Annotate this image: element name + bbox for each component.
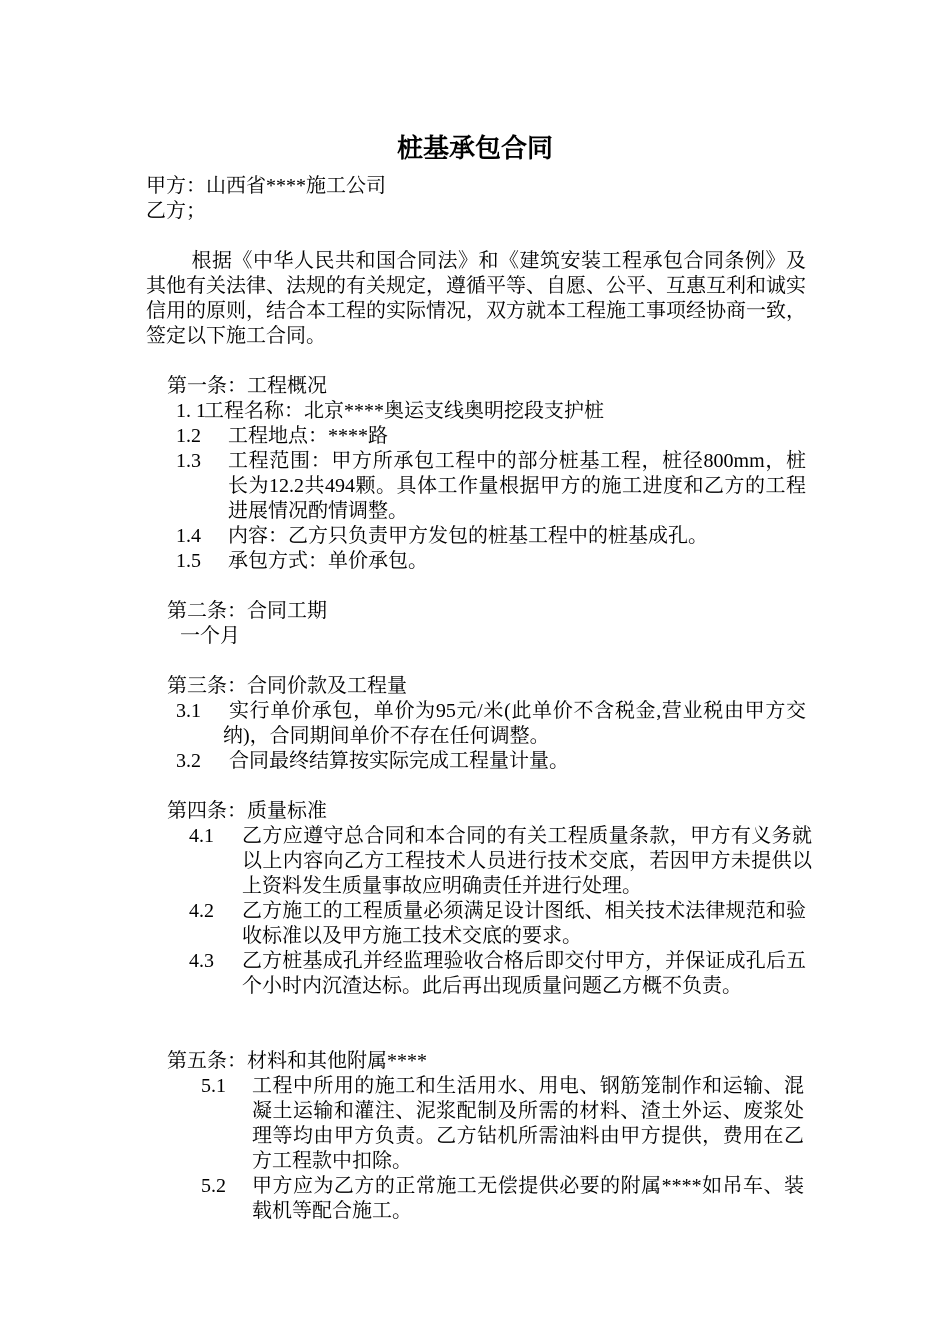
item-number: 1.5 [176,550,201,572]
item-text: 工程名称：北京****奥运支线奥明挖段支护桩 [204,400,604,422]
item-number: 5.1 [201,1075,226,1097]
party-b: 乙方； [146,200,206,222]
item-number: 4.2 [189,900,214,922]
item-text: 乙方应遵守总合同和本合同的有关工程质量条款，甲方有义务就以上内容向乙方工程技术人员进行技术交底，若因甲方未提供以上资料发生质量事故应明确责任并进行处理。 [242,825,812,897]
article4-heading: 第四条：质量标准 [167,800,327,822]
item-number: 1.2 [176,425,201,447]
intro-paragraph [146,249,806,349]
item-number: 5.2 [201,1175,226,1197]
item-text: 内容：乙方只负责甲方发包的桩基工程中的桩基成孔。 [228,525,708,547]
article2-content: 一个月 [180,625,240,647]
article3-heading: 第三条：合同价款及工程量 [167,675,407,697]
item-text: 甲方应为乙方的正常施工无偿提供必要的附属****如吊车、装载机等配合施工。 [252,1175,804,1222]
item-number: 1.3 [176,450,201,472]
item-text: 工程中所用的施工和生活用水、用电、钢筋笼制作和运输、混凝土运输和灌注、泥浆配制及所需的材料、渣土外运、废浆处理等均由甲方负责。乙方钻机所需油料由甲方提供，费用在乙方工程款中扣除。 [252,1075,804,1172]
item-number: 3.1 [176,700,201,722]
item-number: 4.3 [189,950,214,972]
article2-heading: 第二条：合同工期 [167,600,327,622]
intro-text: 根据《中华人民共和国合同法》和《建筑安装工程承包合同条例》及其他有关法律、法规的有关规定，遵循平等、自愿、公平、互惠互利和诚实信用的原则，结合本工程的实际情况，双方就本工程施工事项经协商一致，签定以下施工合同。 [146,250,806,347]
item-number: 4.1 [189,825,214,847]
item-text: 合同最终结算按实际完成工程量计量。 [229,750,569,772]
item-text: 乙方桩基成孔并经监理验收合格后即交付甲方，并保证成孔后五个小时内沉渣达标。此后再出现质量问题乙方概不负责。 [242,950,806,997]
article5-heading: 第五条：材料和其他附属**** [167,1050,427,1072]
party-a: 甲方：山西省****施工公司 [146,175,386,197]
article1-heading: 第一条：工程概况 [167,375,327,397]
item-number: 3.2 [176,750,201,772]
item-text: 实行单价承包，单价为95元/米(此单价不含税金,营业税由甲方交纳)，合同期间单价不存在任何调整。 [223,700,806,747]
item-text: 乙方施工的工程质量必须满足设计图纸、相关技术法律规范和验收标准以及甲方施工技术交底的要求。 [242,900,806,947]
item-text: 工程范围：甲方所承包工程中的部分桩基工程，桩径800mm，桩长为12.2共494颗。具体工作量根据甲方的施工进度和乙方的工程进展情况酌情调整。 [228,450,806,522]
item-text: 承包方式：单价承包。 [228,550,428,572]
item-number: 1. 1 [176,400,206,422]
item-number: 1.4 [176,525,201,547]
document-title: 桩基承包合同 [396,134,553,163]
item-text: 工程地点：****路 [228,425,388,447]
